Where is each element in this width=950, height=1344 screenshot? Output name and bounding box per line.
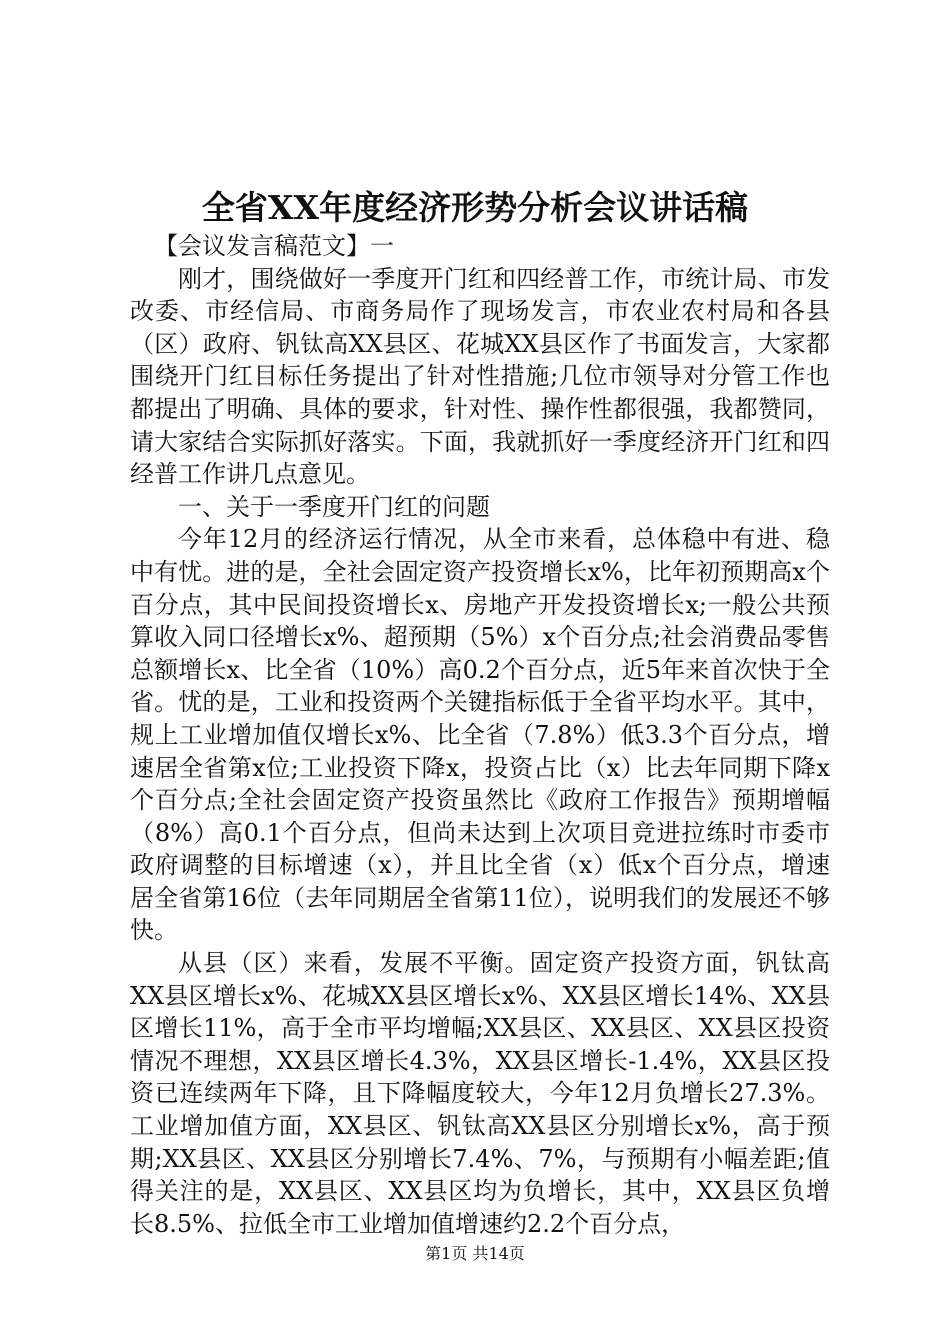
- section-heading: 一、关于一季度开门红的问题: [178, 492, 490, 521]
- paragraph-source-tag: 【会议发言稿范文】一: [154, 232, 394, 260]
- paragraph-city-overview: 今年12月的经济运行情况，从全市来看，总体稳中有进、稳中有忧。进的是，全社会固定资产投资增长x%，比年初预期高x个百分点，其中民间投资增长x、房地产开发投资增长x;一般公共预算收入同口径增长x%、超预期（5%）x个百分点;社会消费品零售总额增长x、比全省（10%）高0.2个百分点，近5年来首次快于全省。忧的是，工业和投资两个关键指标低于全省平均水平。其中，规上工业增加值仅增长x%、比全省（7.8%）低3.3个百分点，增速居全省第x位;工业投资下降x，投资占比（x）比去年同期下降x个百分点;全社会固定资产投资虽然比《政府工作报告》预期增幅（8%）高0.1个百分点，但尚未达到上次项目竞进拉练时市委市政府调整的目标增速（x），并且比全省（x）低x个百分点，增速居全省第16位（去年同期居全省第11位），说明我们的发展还不够快。: [130, 525, 830, 945]
- page-footer: 第1页 共14页: [425, 1244, 525, 1263]
- paragraph-intro: 刚才，围绕做好一季度开门红和四经普工作，市统计局、市发改委、市经信局、市商务局作了现场发言，市农业农村局和各县（区）政府、钒钛高XX县区、花城XX县区作了书面发言，大家都围绕开门红目标任务提出了针对性措施;几位市领导对分管工作也都提出了明确、具体的要求，针对性、操作性都很强，我都赞同，请大家结合实际抓好落实。下面，我就抓好一季度经济开门红和四经普工作讲几点意见。: [130, 264, 830, 489]
- paragraph-county-overview: 从县（区）来看，发展不平衡。固定资产投资方面，钒钛高XX县区增长x%、花城XX县区增长x%、XX县区增长14%、XX县区增长11%，高于全市平均增幅;XX县区、XX县区、XX县区投资情况不理想，XX县区增长4.3%，XX县区增长-1.4%，XX县区投资已连续两年下降，且下降幅度较大，今年12月负增长27.3%。工业增加值方面，XX县区、钒钛高XX县区分别增长x%，高于预期;XX县区、XX县区分别增长7.4%、7%，与预期有小幅差距;值得关注的是，XX县区、XX县区均为负增长，其中，XX县区负增长8.5%、拉低全市工业增加值增速约2.2个百分点，: [130, 949, 830, 1238]
- document-body: [130, 230, 830, 1240]
- document-title: 全省XX年度经济形势分析会议讲话稿: [201, 188, 749, 227]
